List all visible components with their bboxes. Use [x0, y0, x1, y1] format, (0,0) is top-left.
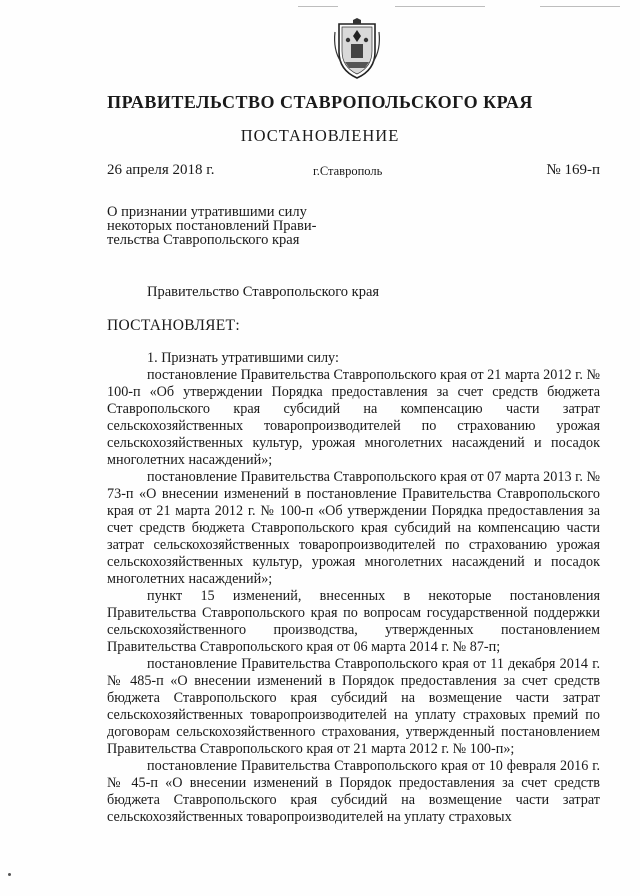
scan-artifact-line — [298, 6, 338, 7]
scan-artifact-line — [395, 6, 485, 7]
decree-word: ПОСТАНОВЛЯЕТ: — [107, 317, 240, 334]
body-paragraph: пункт 15 изменений, внесенных в некоторые постановления Правительства Ставропольского края по вопросам государственной поддержки сельскохозяйственного производства, утвержденных постановлением Правительства Ставропольского края от 06 марта 2014 г. № 87-п; — [107, 588, 600, 655]
body-paragraph: постановление Правительства Ставропольского края от 11 декабря 2014 г. № 485-п «О внесении изменений в Порядок предоставления за счет средств бюджета Ставропольского края субсидий на возмещение части затрат сельскохозяйственных товаропроизводителей на уплату страховых премий по договорам сельскохозяйственного страхования, утвержденный постановлением Правительства Ставропольского края от 21 марта 2012 г. № 100-п»; — [107, 656, 600, 757]
document-date: 26 апреля 2018 г. — [107, 162, 215, 178]
scan-artifact-line — [540, 6, 620, 7]
document-body — [107, 350, 600, 826]
subject-line: тельства Ставропольского края — [107, 232, 300, 248]
coat-of-arms-icon — [331, 18, 383, 80]
intro-text: Правительство Ставропольского края — [147, 284, 380, 300]
scan-artifact-dot — [8, 873, 11, 876]
document-number: № 169-п — [546, 162, 600, 178]
body-paragraph: постановление Правительства Ставропольского края от 10 февраля 2016 г. № 45-п «О внесении изменений в Порядок предоставления за счет средств бюджета Ставропольского края субсидий на возмещение части затрат сельскохозяйственных товаропроизводителей на уплату страховых — [107, 758, 600, 825]
document-city: г.Ставрополь — [313, 164, 383, 178]
document-type: ПОСТАНОВЛЕНИЕ — [240, 126, 400, 145]
document-subject — [107, 205, 367, 247]
government-title: ПРАВИТЕЛЬСТВО СТАВРОПОЛЬСКОГО КРАЯ — [107, 92, 533, 112]
subject-line: некоторых постановлений Прави- — [107, 218, 317, 234]
body-paragraph: 1. Признать утратившими силу: — [147, 350, 339, 366]
subject-line: О признании утратившими силу — [107, 204, 307, 220]
body-paragraph: постановление Правительства Ставропольского края от 07 марта 2013 г. № 73-п «О внесении изменений в постановление Правительства Ставропольского края от 21 марта 2012 г. № 100-п «Об утверждении Порядка предоставления за счет средств бюджета Ставропольского края субсидий на компенсацию части затрат сельскохозяйственных товаропроизводителей по страхованию урожая сельскохозяйственных культур, урожая многолетних насаждений и посадок многолетних насаждений»; — [107, 469, 600, 587]
body-paragraph: постановление Правительства Ставропольского края от 21 марта 2012 г. № 100-п «Об утверждении Порядка предоставления за счет средств бюджета Ставропольского края субсидий на компенсацию части затрат сельскохозяйственных товаропроизводителей по страхованию урожая сельскохозяйственных культур, урожая многолетних насаждений и посадок многолетних насаждений»; — [107, 367, 600, 468]
